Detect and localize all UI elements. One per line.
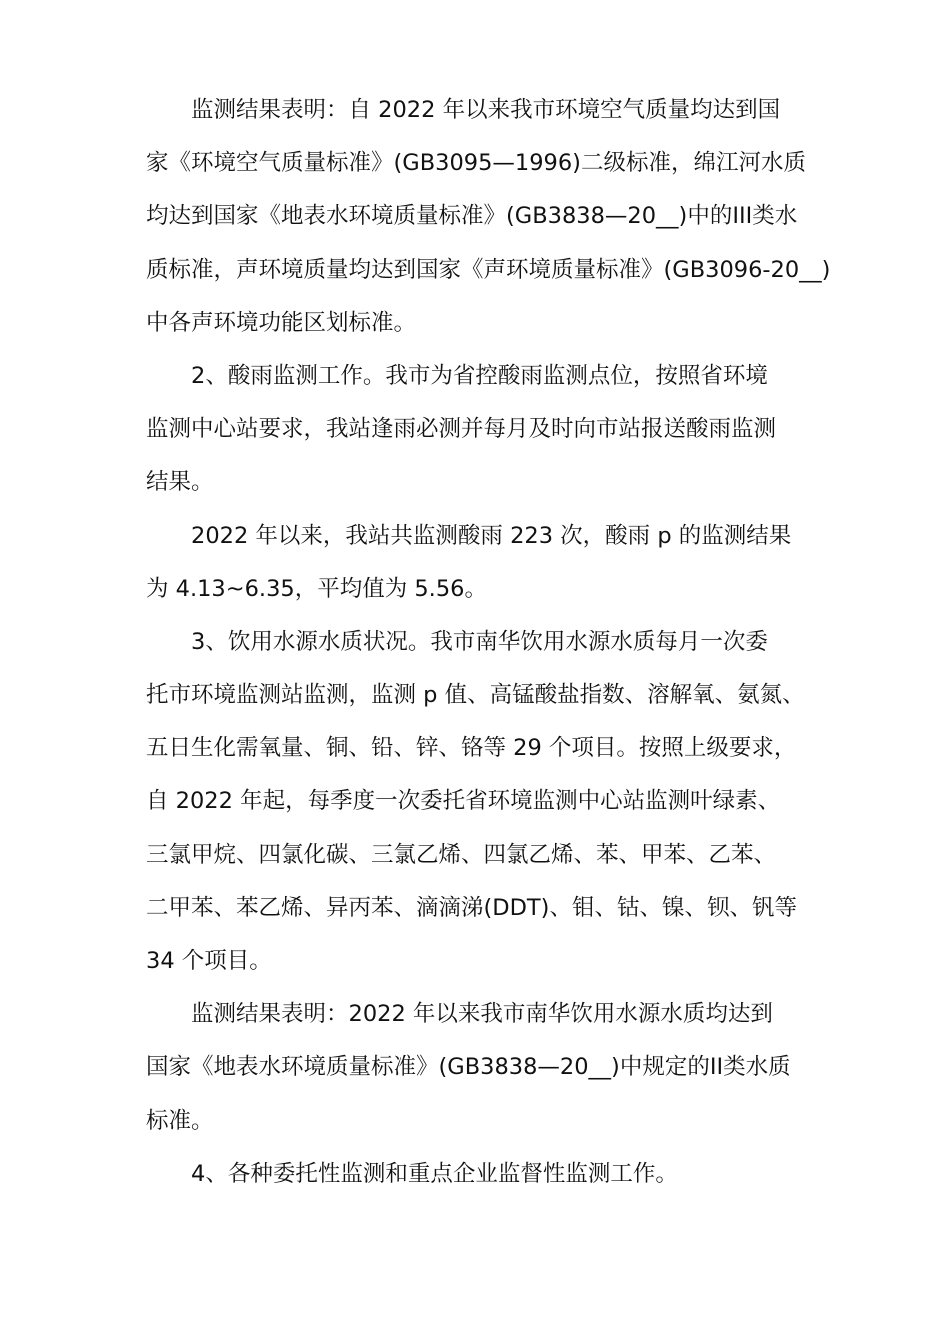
text-line: 三氯甲烷、四氯化碳、三氯乙烯、四氯乙烯、苯、甲苯、乙苯、 [146,841,777,868]
text-line: 监测结果表明：2022 年以来我市南华饮用水源水质均达到 [191,1001,773,1028]
text-line: 为 4.13~6.35，平均值为 5.56。 [146,575,487,602]
text-line: 3、饮用水源水质状况。我市南华饮用水源水质每月一次委 [191,628,768,655]
text-line: 4、各种委托性监测和重点企业监督性监测工作。 [191,1160,678,1187]
text-line: 国家《地表水环境质量标准》(GB3838—20__)中规定的II类水质 [146,1054,791,1081]
text-line: 二甲苯、苯乙烯、异丙苯、滴滴涕(DDT)、钼、钴、镍、钡、钒等 [146,894,797,921]
text-line: 自 2022 年起，每季度一次委托省环境监测中心站监测叶绿素、 [146,788,781,815]
text-line: 2022 年以来，我站共监测酸雨 223 次，酸雨 p 的监测结果 [191,522,792,549]
paragraph-acid-rain-work [146,350,814,510]
text-line: 托市环境监测站监测，监测 p 值、高锰酸盐指数、溶解氧、氨氮、 [146,682,805,709]
paragraph-acid-rain-results [146,510,814,616]
text-line: 均达到国家《地表水环境质量标准》(GB3838—20__)中的III类水 [146,203,798,230]
paragraph-monitoring-results-air-water [146,84,831,350]
paragraph-drinking-water-results [146,988,814,1148]
paragraph-drinking-water-source [146,616,814,988]
text-line: 家《环境空气质量标准》(GB3095—1996)二级标准，绵江河水质 [146,150,806,177]
text-line: 中各声环境功能区划标准。 [146,309,417,336]
text-line: 监测中心站要求，我站逢雨必测并每月及时向市站报送酸雨监测 [146,416,777,443]
text-line: 结果。 [146,469,214,496]
text-line: 监测结果表明：自 2022 年以来我市环境空气质量均达到国 [191,97,781,123]
text-line: 质标准，声环境质量均达到国家《声环境质量标准》(GB3096-20__) [146,256,831,283]
text-line: 2、酸雨监测工作。我市为省控酸雨监测点位，按照省环境 [191,362,768,389]
document-body [146,84,831,1201]
text-line: 标准。 [146,1107,214,1134]
paragraph-commissioned-monitoring [146,1148,814,1201]
text-line: 五日生化需氧量、铜、铅、锌、铬等 29 个项目。按照上级要求， [146,735,797,762]
text-line: 34 个项目。 [146,948,272,974]
